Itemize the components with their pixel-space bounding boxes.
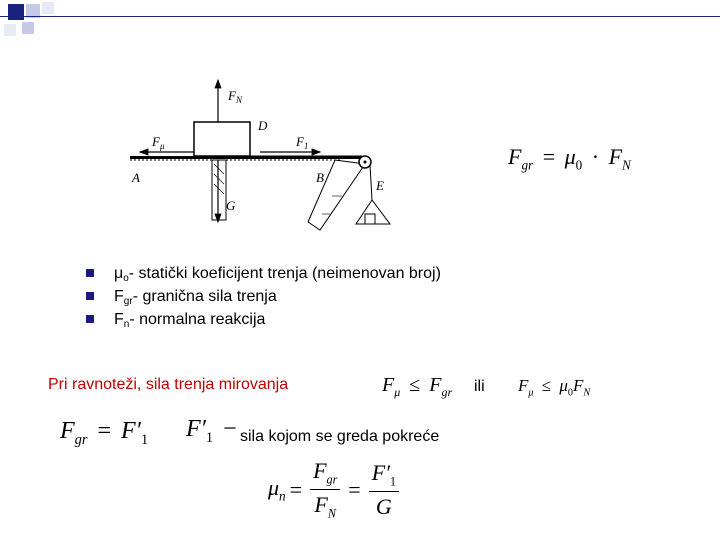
formula-fgr-mu-fn: $F_{gr} = \mu_0 \cdot F_N$ (508, 144, 631, 173)
formula-f1-dash: $F'_1$ − (186, 416, 237, 446)
bullet-icon (86, 292, 94, 300)
label-fmu: $F_\mu$ (152, 134, 165, 151)
formula-mu-fraction: $\mu_n$ = $\frac{F_{gr}}{F_N}$ = $\frac{F'_1}{G}$ (268, 458, 403, 522)
force-description: sila kojom se greda pokreće (240, 428, 440, 445)
formula-fgr-eq-f1: $F_{gr} = F'_1$ (60, 418, 149, 448)
definition-list (86, 262, 441, 331)
formula-fmu-le-mu-fn: $F_\mu \le \mu_0F_N$ (518, 376, 591, 399)
friction-diagram (110, 72, 400, 242)
label-b: B (316, 170, 324, 185)
label-g: G (226, 198, 236, 213)
label-d: D (258, 118, 268, 133)
label-fn: $F_N$ (228, 88, 242, 105)
bullet-icon (86, 269, 94, 277)
ili-text: ili (474, 378, 485, 395)
label-e: E (376, 178, 384, 193)
list-item: $F_{gr}-$ granična sila trenja (86, 285, 441, 308)
equilibrium-text: Pri ravnoteži, sila trenja mirovanja (48, 376, 289, 393)
list-item: $\mu_o-$ statički koeficijent trenja (neimenovan broj) (86, 262, 441, 285)
label-f1: $F_1$ (296, 134, 309, 151)
header-rule (0, 16, 720, 17)
bullet-icon (86, 315, 94, 323)
label-a: A (132, 170, 140, 185)
formula-fmu-le-fgr: $F_\mu \le F_{gr}$ (382, 374, 453, 399)
list-item: $F_n-$ normalna reakcija (86, 308, 441, 331)
